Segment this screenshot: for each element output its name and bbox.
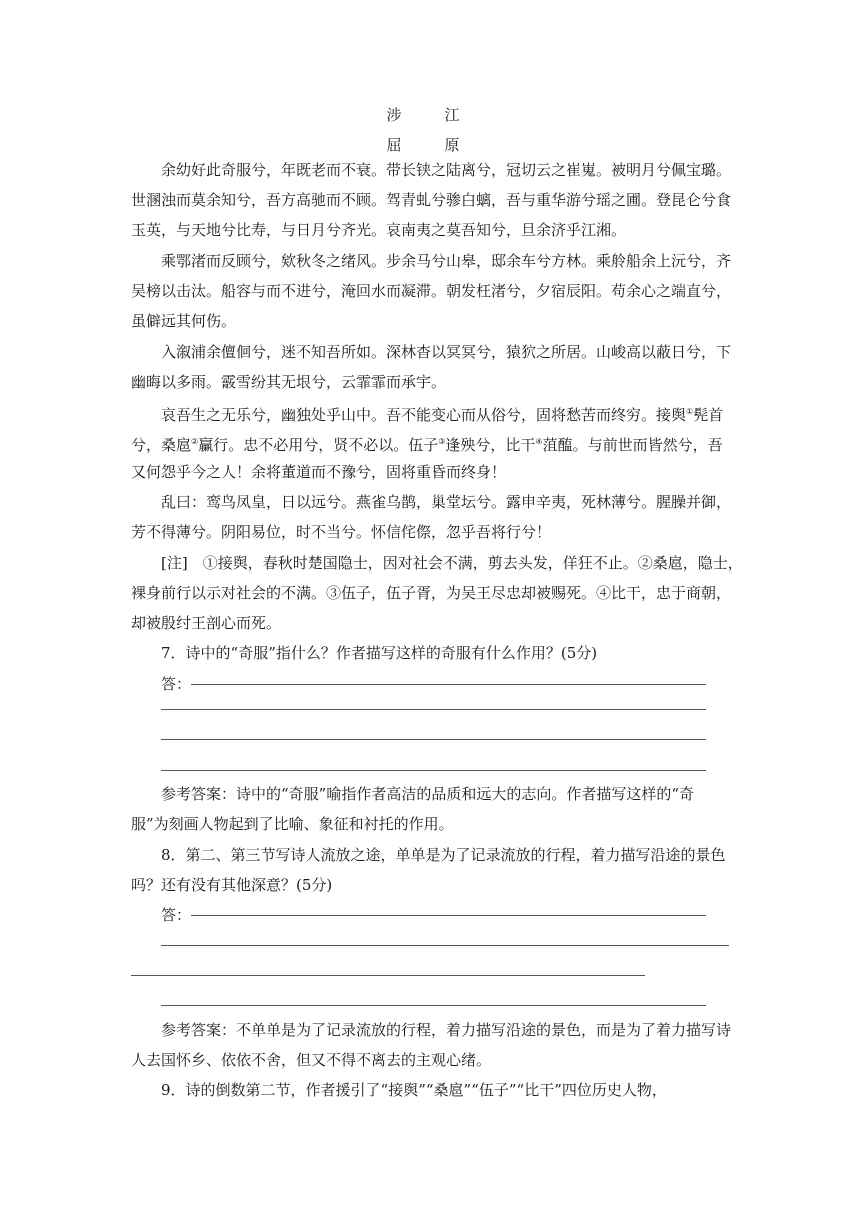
reference-answer: 服”为刻画人物起到了比喻、象征和衬托的作用。 [131, 815, 454, 833]
text-span: 哀吾生之无乐兮，幽独处乎山中。吾不能变心而从俗兮，固将愁苦而终穷。接舆 [161, 406, 687, 424]
poem-line: 入溆浦余儃佪兮，迷不知吾所如。深林杳以冥冥兮，猿狖之所居。山峻高以蔽日兮，下 [161, 343, 732, 361]
answer-line[interactable] [161, 709, 706, 710]
poem-line: 吴榜以击汰。船容与而不进兮，淹回水而凝滞。朝发枉渚兮，夕宿辰阳。苟余心之端直兮， [131, 282, 732, 300]
poem-line: 虽僻远其何伤。 [131, 312, 237, 330]
poem-line [131, 432, 731, 455]
text-span: 逢殃兮，比干 [445, 436, 536, 454]
poem-line: 玉英，与天地兮比寿，与日月兮齐光。哀南夷之莫吾知兮，旦余济乎江湘。 [131, 221, 627, 239]
answer-line[interactable] [131, 975, 645, 976]
answer-line[interactable] [161, 739, 706, 740]
text-span: 臝行。忠不必用兮，贤不必以。伍子 [198, 436, 439, 454]
footnote-marker: ④ [535, 437, 543, 446]
notes-line: [注] ①接舆，春秋时楚国隐士，因对社会不满，剪去头发，佯狂不止。②桑扈，隐士， [161, 554, 743, 572]
notes-line: 却被殷纣王剖心而死。 [131, 614, 282, 632]
poem-line: 乱曰：鸾鸟凤皇，日以远兮。燕雀乌鹊，巢堂坛兮。露申辛夷，死林薄兮。腥臊并御， [161, 493, 732, 511]
text-span: 髡首 [693, 406, 724, 424]
answer-line[interactable] [161, 945, 729, 946]
poem-author: 屈 原 [386, 136, 474, 154]
reference-answer: 参考答案：不单单是为了记录流放的行程，着力描写沿途的景色，而是为了着力描写诗 [161, 1021, 732, 1039]
text-span: 菹醢。与前世而皆然兮，吾 [542, 436, 723, 454]
poem-line: 又何怨乎今之人！余将董道而不豫兮，固将重昏而终身！ [131, 463, 507, 481]
poem-line: 乘鄂渚而反顾兮，欸秋冬之绪风。步余马兮山皋，邸余车兮方林。乘舲船余上沅兮，齐 [161, 252, 732, 270]
poem-line: 幽晦以多雨。霰雪纷其无垠兮，云霏霏而承宇。 [131, 373, 447, 391]
reference-answer: 人去国怀乡、依依不舍，但又不得不离去的主观心绪。 [131, 1051, 492, 1069]
answer-line[interactable] [161, 1005, 706, 1006]
footnote-marker: ③ [438, 437, 446, 446]
text-span: 兮，桑扈 [131, 436, 192, 454]
poem-line: 余幼好此奇服兮，年既老而不衰。带长铗之陆离兮，冠切云之崔嵬。被明月兮佩宝璐。 [161, 161, 732, 179]
footnote-marker: ① [686, 407, 694, 416]
answer-label: 答： [161, 675, 192, 693]
poem-line: 芳不得薄兮。阴阳易位，时不当兮。怀信侘傺，忽乎吾将行兮！ [131, 523, 552, 541]
question-9: 9．诗的倒数第二节，作者援引了“接舆”“桑扈”“伍子”“比干”四位历史人物， [161, 1081, 667, 1099]
answer-line[interactable] [191, 684, 706, 685]
reference-answer: 参考答案：诗中的“奇服”喻指作者高洁的品质和远大的志向。作者描写这样的“奇 [161, 785, 695, 803]
answer-line[interactable] [191, 915, 706, 916]
poem-title: 涉 江 [386, 106, 474, 124]
question-8: 吗？还有没有其他深意？(5分) [131, 876, 333, 894]
answer-label: 答： [161, 906, 192, 924]
question-8: 8．第二、第三节写诗人流放之途，单单是为了记录流放的行程，着力描写沿途的景色 [161, 846, 726, 864]
poem-line: 世溷浊而莫余知兮，吾方高驰而不顾。驾青虬兮骖白螭，吾与重华游兮瑶之圃。登昆仑兮食 [131, 191, 732, 209]
question-7: 7．诗中的“奇服”指什么？作者描写这样的奇服有什么作用？(5分) [161, 644, 598, 662]
notes-line: 裸身前行以示对社会的不满。③伍子，伍子胥，为吴王尽忠却被赐死。④比干，忠于商朝， [131, 584, 732, 602]
answer-line[interactable] [161, 770, 706, 771]
footnote-marker: ② [191, 437, 199, 446]
poem-line [161, 402, 761, 425]
